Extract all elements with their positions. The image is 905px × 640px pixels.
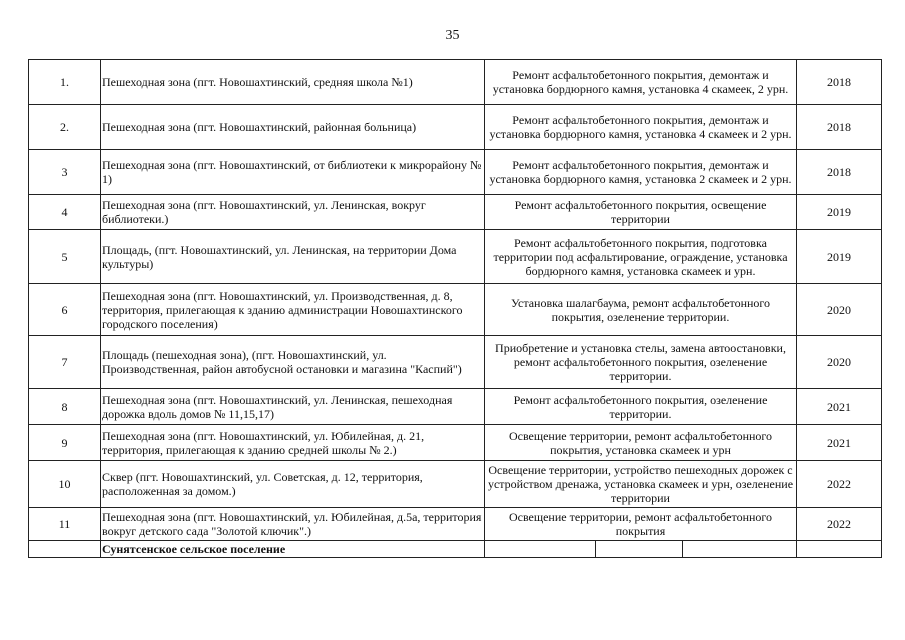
object-name: Пешеходная зона (пгт. Новошахтинский, средняя школа №1) (101, 60, 485, 105)
split-subcells (485, 541, 796, 557)
table-row (29, 230, 882, 284)
row-number: 3 (29, 150, 101, 195)
row-number: 6 (29, 284, 101, 336)
table-row (29, 508, 882, 541)
split-cell (485, 541, 797, 558)
year: 2020 (797, 336, 882, 389)
work-description: Освещение территории, устройство пешеходных дорожек с устройством дренажа, установка скамеек и урн, озеленение территории (485, 461, 797, 508)
year: 2019 (797, 230, 882, 284)
row-number: 2. (29, 105, 101, 150)
year: 2021 (797, 389, 882, 425)
year: 2018 (797, 150, 882, 195)
object-name: Пешеходная зона (пгт. Новошахтинский, ул. Ленинская, пешеходная дорожка вдоль домов № 11,15,17) (101, 389, 485, 425)
empty-cell (596, 541, 683, 557)
table-row (29, 284, 882, 336)
row-number: 9 (29, 425, 101, 461)
table-row (29, 105, 882, 150)
work-description: Установка шалагбаума, ремонт асфальтобетонного покрытия, озеленение территории. (485, 284, 797, 336)
object-name: Пешеходная зона (пгт. Новошахтинский, районная больница) (101, 105, 485, 150)
year: 2022 (797, 461, 882, 508)
object-name: Пешеходная зона (пгт. Новошахтинский, ул. Производственная, д. 8, территория, прилегающая к зданию администрации Новошахтинского городского поселения) (101, 284, 485, 336)
object-name: Площадь (пешеходная зона), (пгт. Новошахтинский, ул. Производственная, район автобусной остановки и магазина "Каспий") (101, 336, 485, 389)
empty-cell (683, 541, 797, 557)
year: 2018 (797, 60, 882, 105)
object-name: Сквер (пгт. Новошахтинский, ул. Советская, д. 12, территория, расположенная за домом.) (101, 461, 485, 508)
page-number: 35 (445, 28, 460, 43)
object-name: Пешеходная зона (пгт. Новошахтинский, ул. Юбилейная, д.5а, территория вокруг детского сада "Золотой ключик".) (101, 508, 485, 541)
work-description: Приобретение и установка стелы, замена автоостановки, ремонт асфальтобетонного покрытия, озеленение территории. (485, 336, 797, 389)
table-row (29, 336, 882, 389)
work-description: Ремонт асфальтобетонного покрытия, демонтаж и установка бордюрного камня, установка 2 скамеек и 2 урн. (485, 150, 797, 195)
row-number: 5 (29, 230, 101, 284)
section-row (29, 541, 882, 558)
row-number: 11 (29, 508, 101, 541)
row-number: 10 (29, 461, 101, 508)
table-row (29, 195, 882, 230)
work-description: Освещение территории, ремонт асфальтобетонного покрытия, установка скамеек и урн (485, 425, 797, 461)
object-name: Площадь, (пгт. Новошахтинский, ул. Ленинская, на территории Дома культуры) (101, 230, 485, 284)
table-row (29, 60, 882, 105)
improvement-table (28, 59, 882, 558)
row-number: 4 (29, 195, 101, 230)
year: 2018 (797, 105, 882, 150)
table-row (29, 150, 882, 195)
object-name: Пешеходная зона (пгт. Новошахтинский, ул. Ленинская, вокруг библиотеки.) (101, 195, 485, 230)
row-number: 8 (29, 389, 101, 425)
empty-cell (797, 541, 882, 558)
work-description: Ремонт асфальтобетонного покрытия, демонтаж и установка бордюрного камня, установка 4 скамеек и 2 урн. (485, 105, 797, 150)
empty-cell (485, 541, 596, 557)
work-description: Ремонт асфальтобетонного покрытия, озеленение территории. (485, 389, 797, 425)
table-row (29, 461, 882, 508)
work-description: Ремонт асфальтобетонного покрытия, освещение территории (485, 195, 797, 230)
work-description: Освещение территории, ремонт асфальтобетонного покрытия (485, 508, 797, 541)
year: 2020 (797, 284, 882, 336)
work-description: Ремонт асфальтобетонного покрытия, подготовка территории под асфальтирование, ограждение, установка бордюрного камня, установка скамеек и урн. (485, 230, 797, 284)
object-name: Пешеходная зона (пгт. Новошахтинский, ул. Юбилейная, д. 21, территория, прилегающая к зданию средней школы № 2.) (101, 425, 485, 461)
row-number: 7 (29, 336, 101, 389)
year: 2021 (797, 425, 882, 461)
empty-cell (29, 541, 101, 558)
object-name: Пешеходная зона (пгт. Новошахтинский, от библиотеки к микрорайону № 1) (101, 150, 485, 195)
year: 2022 (797, 508, 882, 541)
table-row (29, 389, 882, 425)
row-number: 1. (29, 60, 101, 105)
work-description: Ремонт асфальтобетонного покрытия, демонтаж и установка бордюрного камня, установка 4 скамеек, 2 урн. (485, 60, 797, 105)
year: 2019 (797, 195, 882, 230)
table-row (29, 425, 882, 461)
section-title: Сунятсенское сельское поселение (101, 541, 485, 558)
